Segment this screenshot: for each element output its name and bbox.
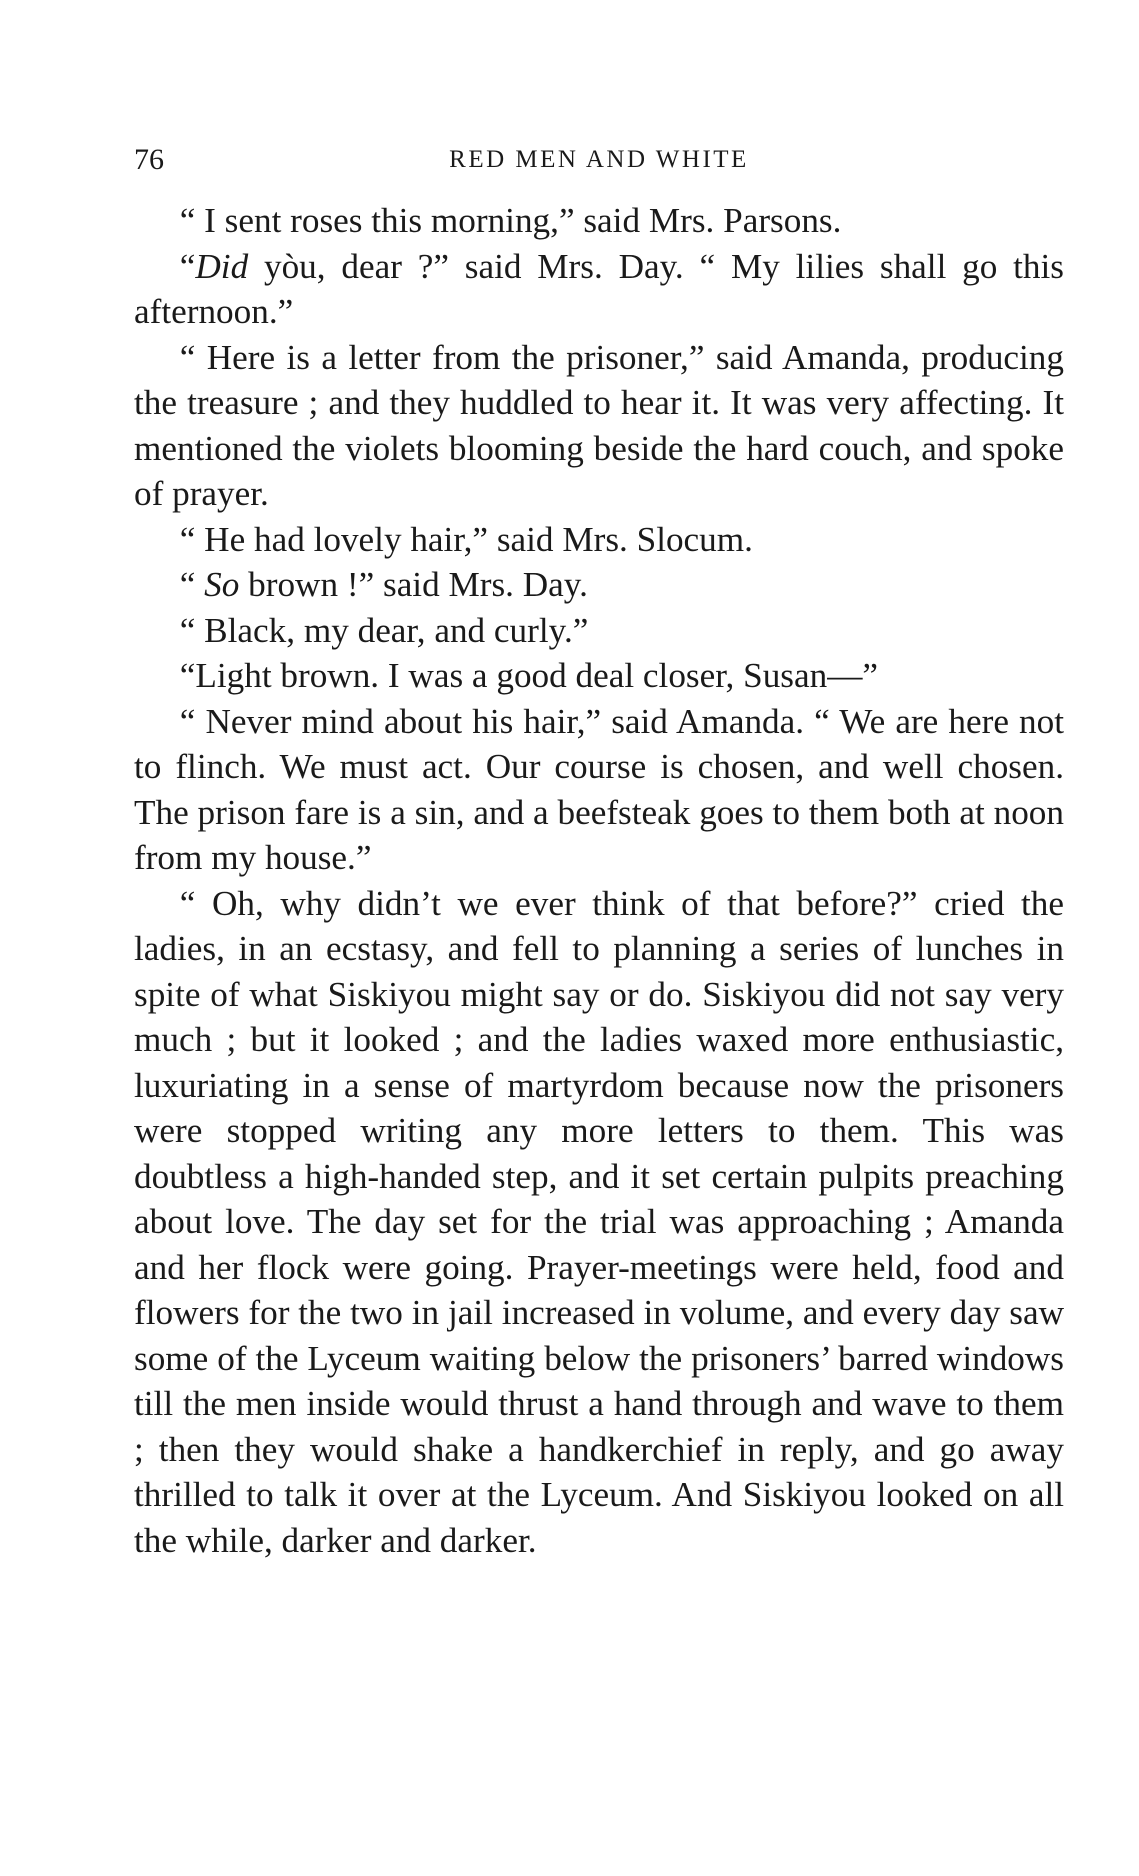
paragraph: “ He had lovely hair,” said Mrs. Slocum. [179,519,753,559]
paragraph: “ I sent roses this morning,” said Mrs. Parsons. [179,201,842,240]
body-text [134,198,1064,1563]
paragraph: “ Oh, why didn’t we ever think of that before?” cried the ladies, in an ecstasy, and fell to planning a series of lunches in spite of what Siskiyou might say or do. Siskiyou did not say very much ; but it looked ; and the ladies waxed more enthusiastic, luxuriating in a sense of martyrdom because now the prisoners were stopped writing any more letters to them. This was doubtless a high-handed step, and it set certain pulpits preaching about love. The day set for the trial was approaching ; Amanda and her flock were going. Prayer-meetings were held, food and flowers for the two in jail increased in volume, and every day saw some of the Lyceum waiting below the prisoners’ barred windows till the men inside would thrust a hand through and wave to them ; then they would shake a handkerchief in reply, and go away thrilled to talk it over at the Lyceum. And Siskiyou looked on all the while, darker and darker. [134,883,1064,1560]
book-page [134,140,1064,1563]
paragraph: “ Black, my dear, and curly.” [179,610,589,650]
running-head [134,140,1064,180]
paragraph: “Did yòu, dear ?” said Mrs. Day. “ My lilies shall go this afternoon.” [134,246,1064,331]
paragraph: “Light brown. I was a good deal closer, Susan—” [179,656,879,695]
page-number: 76 [134,143,164,176]
paragraph: “ Here is a letter from the prisoner,” said Amanda, producing the treasure ; and they huddled to hear it. It was very affecting. It mentioned the violets blooming beside the hard couch, and spoke of prayer. [134,337,1064,513]
running-title: RED MEN AND WHITE [449,146,749,173]
emphasis: Did [195,246,249,286]
paragraph: “ So brown !” said Mrs. Day. [179,565,588,604]
paragraph: “ Never mind about his hair,” said Amanda. “ We are here not to flinch. We must act. Our course is chosen, and well chosen. The prison fare is a sin, and a beefsteak goes to them both at noon from my house.” [134,701,1064,877]
emphasis: So [204,565,240,604]
